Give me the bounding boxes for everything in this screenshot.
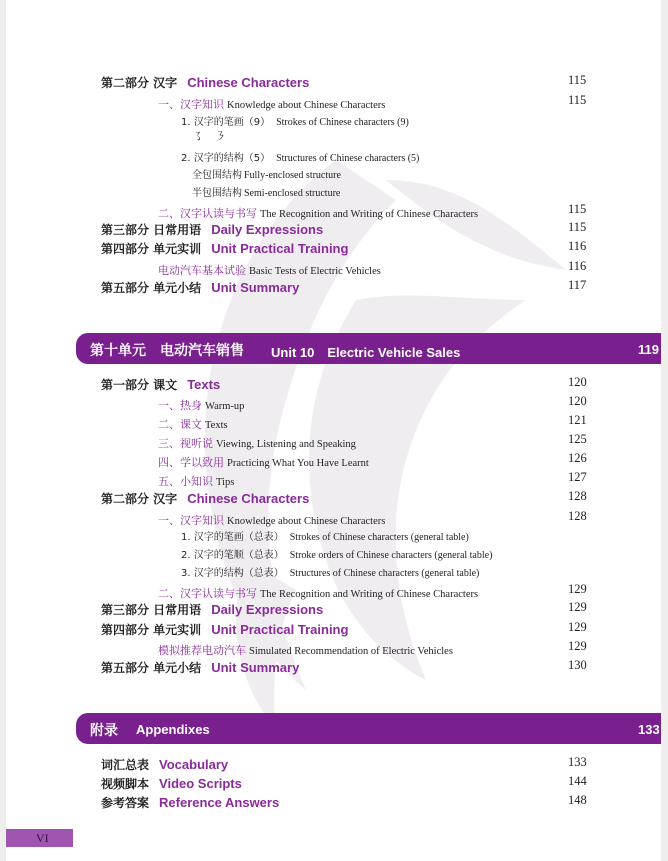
- page-number: 144: [568, 774, 587, 788]
- entry-zh: 1. 汉字的笔画（9）: [181, 117, 271, 128]
- toc-entry-u10-part5[interactable]: [6, 657, 661, 676]
- entry-en: Knowledge about Chinese Characters: [227, 516, 386, 527]
- entry-en: Daily Expressions: [211, 602, 324, 617]
- appendix-header[interactable]: [76, 713, 661, 744]
- entry-zh: 视频脚本: [101, 777, 150, 791]
- entry-en: Reference Answers: [159, 795, 280, 810]
- toc-page: [6, 0, 661, 861]
- entry-en: Video Scripts: [159, 776, 242, 791]
- page-number: 127: [568, 470, 587, 484]
- entry-en: Basic Tests of Electric Vehicles: [249, 266, 381, 277]
- entry-zh: 词汇总表: [101, 758, 150, 772]
- entry-zh: 半包围结构: [192, 188, 242, 199]
- entry-zh: 第二部分 汉字: [101, 492, 178, 506]
- entry-zh: 五、小知识: [158, 475, 213, 488]
- entry-zh: 第四部分 单元实训: [101, 623, 202, 637]
- entry-zh: 第二部分 汉字: [101, 76, 178, 90]
- entry-zh: 一、汉字知识: [158, 514, 224, 527]
- entry-en: Tips: [216, 477, 235, 488]
- page-number: 129: [568, 639, 587, 653]
- page-number: 116: [568, 259, 587, 273]
- toc-entry-tips[interactable]: [6, 469, 661, 488]
- entry-zh: 全包围结构: [192, 170, 242, 181]
- toc-entry-u10-strokes[interactable]: [6, 526, 661, 545]
- unit10-title-en: Unit 10 Electric Vehicle Sales: [271, 345, 461, 360]
- page-number: 133: [568, 755, 587, 769]
- toc-entry-answers[interactable]: [6, 792, 661, 811]
- appendix-title-en: Appendixes: [136, 722, 210, 737]
- entry-zh: 第五部分 单元小结: [101, 281, 202, 295]
- page-number: 126: [568, 451, 587, 465]
- toc-entry-part4[interactable]: [6, 238, 661, 257]
- entry-zh: 第五部分 单元小结: [101, 661, 202, 675]
- entry-zh: 1. 汉字的笔画（总表）: [181, 532, 284, 543]
- appendix-title-zh: 附录: [90, 723, 118, 739]
- toc-entry-video-scripts[interactable]: [6, 773, 661, 792]
- entry-en: Unit Summary: [211, 280, 300, 295]
- toc-entry-warmup[interactable]: [6, 393, 661, 412]
- entry-en: Simulated Recommendation of Electric Vehicles: [249, 646, 453, 657]
- toc-entry-part5[interactable]: [6, 277, 661, 296]
- page-number: 133: [638, 722, 660, 737]
- toc-entry-vocabulary[interactable]: [6, 754, 661, 773]
- toc-entry-ev-tests[interactable]: [6, 258, 661, 277]
- toc-entry-part3[interactable]: [6, 219, 661, 238]
- entry-en: Structures of Chinese characters (general table): [289, 568, 480, 579]
- entry-en: Viewing, Listening and Speaking: [216, 439, 356, 450]
- entry-en: Fully-enclosed structure: [244, 170, 341, 181]
- entry-en: Stroke orders of Chinese characters (general table): [289, 550, 493, 561]
- page-number: 119: [638, 342, 659, 357]
- entry-zh: 2. 汉字的笔顺（总表）: [181, 550, 284, 561]
- toc-entry-part2[interactable]: [6, 72, 661, 91]
- toc-entry-u10-part2[interactable]: [6, 488, 661, 507]
- entry-en: Strokes of Chinese characters (9): [276, 117, 409, 128]
- toc-entry-knowledge[interactable]: [6, 92, 661, 111]
- entry-zh: 一、热身: [158, 399, 202, 412]
- entry-zh: 二、课文: [158, 418, 202, 431]
- page-number: 115: [568, 73, 587, 87]
- page-number: 121: [568, 413, 587, 427]
- entry-en: Texts: [205, 420, 228, 431]
- page-number: 115: [568, 202, 587, 216]
- entry-zh: 2. 汉字的结构（5）: [181, 153, 271, 164]
- stroke-glyphs-row: [6, 128, 661, 147]
- folio: VI: [36, 831, 49, 845]
- toc-entry-viewing[interactable]: [6, 431, 661, 450]
- toc-entry-u10-part4[interactable]: [6, 619, 661, 638]
- entry-en: Semi-enclosed structure: [244, 188, 341, 199]
- entry-en: Daily Expressions: [211, 222, 324, 237]
- page-number: 129: [568, 582, 587, 596]
- entry-en: Strokes of Chinese characters (general table): [289, 532, 469, 543]
- entry-zh: 第三部分 日常用语: [101, 603, 202, 617]
- page-number: 130: [568, 658, 587, 672]
- entry-zh: 第三部分 日常用语: [101, 223, 202, 237]
- page-number: 129: [568, 600, 587, 614]
- entry-zh: 一、汉字知识: [158, 98, 224, 111]
- entry-en: Knowledge about Chinese Characters: [227, 100, 386, 111]
- page-number: 128: [568, 509, 587, 523]
- entry-en: Unit Practical Training: [211, 241, 349, 256]
- toc-entry-u10-stroke-orders[interactable]: [6, 544, 661, 563]
- entry-en: The Recognition and Writing of Chinese Characters: [260, 589, 479, 600]
- toc-entry-recognition[interactable]: [6, 201, 661, 220]
- toc-entry-u10-part1[interactable]: [6, 374, 661, 393]
- entry-en: Texts: [187, 377, 221, 392]
- entry-en: Unit Summary: [211, 660, 300, 675]
- page-number: 125: [568, 432, 587, 446]
- toc-entry-texts[interactable]: [6, 412, 661, 431]
- page-number: 120: [568, 375, 587, 389]
- entry-en: Practicing What You Have Learnt: [227, 458, 369, 469]
- entry-zh: 四、学以致用: [158, 456, 224, 469]
- entry-zh: 3. 汉字的结构（总表）: [181, 568, 284, 579]
- toc-entry-semi-enclosed[interactable]: [6, 182, 661, 201]
- toc-entry-u10-structures[interactable]: [6, 562, 661, 581]
- page-number: 116: [568, 239, 587, 253]
- page-number: 120: [568, 394, 587, 408]
- entry-en: Unit Practical Training: [211, 622, 349, 637]
- entry-en: Chinese Characters: [187, 75, 310, 90]
- unit10-header[interactable]: [76, 333, 661, 364]
- entry-en: Structures of Chinese characters (5): [276, 153, 420, 164]
- entry-zh: 模拟推荐电动汽车: [158, 644, 246, 657]
- toc-entry-simulated[interactable]: [6, 638, 661, 657]
- entry-zh: 第四部分 单元实训: [101, 242, 202, 256]
- page-number: 117: [568, 278, 587, 292]
- stroke-glyphs: ㇌ ㇋: [192, 130, 230, 143]
- toc-entry-u10-knowledge[interactable]: [6, 508, 661, 527]
- unit10-title-zh: 第十单元 电动汽车销售: [90, 343, 244, 359]
- entry-en: Chinese Characters: [187, 491, 310, 506]
- entry-en: Vocabulary: [159, 757, 229, 772]
- page-number: 148: [568, 793, 587, 807]
- entry-zh: 电动汽车基本试验: [158, 264, 246, 277]
- toc-entry-u10-part3[interactable]: [6, 599, 661, 618]
- toc-entry-u10-recognition[interactable]: [6, 581, 661, 600]
- page-number-tab: [6, 829, 73, 847]
- entry-zh: 三、视听说: [158, 437, 213, 450]
- page-number: 128: [568, 489, 587, 503]
- page-number: 115: [568, 220, 587, 234]
- page-number: 115: [568, 93, 587, 107]
- entry-en: Warm-up: [205, 401, 245, 412]
- entry-zh: 二、汉字认读与书写: [158, 587, 257, 600]
- toc-entry-fully-enclosed[interactable]: [6, 164, 661, 183]
- entry-zh: 参考答案: [101, 796, 150, 810]
- toc-entry-practicing[interactable]: [6, 450, 661, 469]
- page-number: 129: [568, 620, 587, 634]
- entry-zh: 二、汉字认读与书写: [158, 207, 257, 220]
- entry-en: The Recognition and Writing of Chinese Characters: [260, 209, 479, 220]
- entry-zh: 第一部分 课文: [101, 378, 178, 392]
